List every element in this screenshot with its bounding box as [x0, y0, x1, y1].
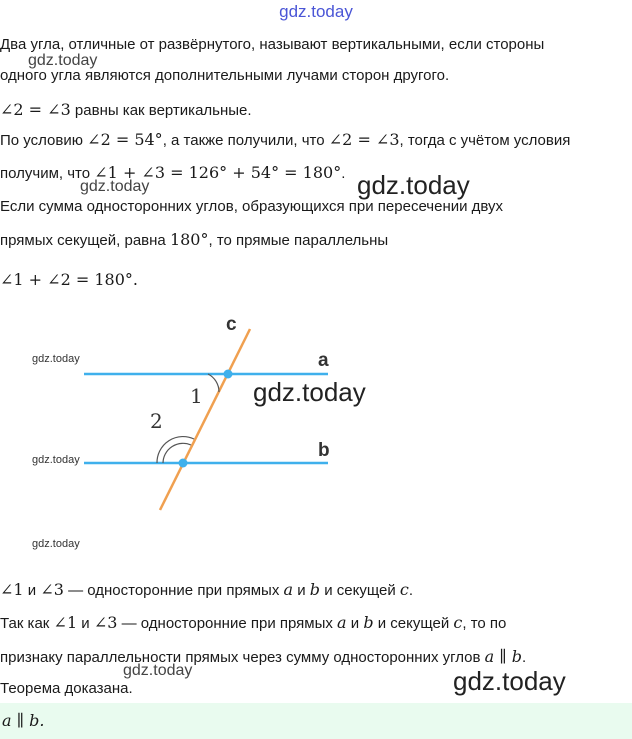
watermark: gdz.today — [357, 170, 470, 200]
text: . — [341, 165, 346, 182]
label-b: b — [318, 440, 330, 461]
text: прямых секущей, равна — [0, 232, 170, 249]
formula: ∠2 = 54° — [87, 130, 163, 149]
watermark: gdz.today — [253, 377, 366, 407]
angle-2-arc-outer — [157, 437, 194, 463]
answer-text: a ∥ b. — [2, 711, 45, 730]
watermark: gdz.today — [80, 178, 150, 195]
text: и секущей — [320, 582, 400, 599]
intersection-point-b — [179, 459, 188, 468]
watermark: gdz.today — [32, 538, 80, 550]
vertical-angles-formula: ∠2 = ∠3 — [0, 100, 71, 119]
text: Так как — [0, 615, 54, 632]
angle-2-arc-inner — [163, 443, 191, 463]
text: и — [77, 615, 94, 632]
watermark: gdz.today — [32, 353, 80, 365]
formula: c — [453, 613, 463, 632]
theorem-proved: Теорема доказана. — [0, 680, 133, 697]
secant-c — [160, 329, 250, 510]
text: . — [522, 649, 527, 666]
formula: ∠3 — [40, 580, 64, 599]
formula: a — [283, 580, 294, 599]
formula: b — [363, 613, 374, 632]
text: , то по — [462, 615, 507, 632]
formula: ∠2 = ∠3 — [328, 130, 400, 149]
definition-line-1: Два угла, отличные от развёрнутого, называют вертикальными, если стороны — [0, 36, 545, 53]
angle-label-1: 1 — [190, 384, 203, 408]
text: . — [408, 582, 414, 599]
intersection-point-a — [224, 370, 233, 379]
formula: ∠3 — [93, 613, 118, 632]
text: По условию — [0, 132, 88, 149]
text: признаку параллельности прямых через сумму односторонних углов — [0, 649, 485, 666]
formula: ∠1 — [0, 580, 24, 599]
definition-line-2: одного угла являются дополнительными лучами сторон другого. — [0, 67, 450, 84]
watermark: gdz.today — [32, 454, 80, 466]
text: и — [293, 582, 310, 599]
text: , а также получили, что — [162, 132, 329, 149]
watermark: gdz.today — [28, 52, 98, 69]
formula: ∠1 — [53, 613, 78, 632]
text: получим, что — [0, 165, 95, 182]
label-c: c — [226, 314, 237, 335]
formula: a — [337, 613, 347, 632]
proof-line-1 — [0, 613, 506, 632]
proof-line-2 — [0, 647, 526, 666]
text: — односторонние при прямых — [63, 582, 284, 599]
text: — односторонние при прямых — [117, 615, 338, 632]
vertical-angles-text: равны как вертикальные. — [70, 102, 252, 119]
conclusion-line — [0, 580, 413, 599]
answer-box — [0, 703, 632, 739]
angle-1-arc — [208, 374, 219, 392]
text: и — [23, 582, 41, 599]
watermark: gdz.today — [123, 662, 193, 679]
theorem-line-1: Если сумма односторонних углов, образующихся при пересечении двух — [0, 198, 504, 215]
formula: b — [309, 580, 321, 599]
watermark-top: gdz.today — [279, 2, 353, 21]
formula: a ∥ b — [484, 647, 523, 666]
formula: 180° — [169, 230, 209, 249]
formula: ∠1 + ∠3 = 126° + 54° = 180° — [94, 163, 342, 182]
watermark: gdz.today — [453, 666, 566, 696]
formula: c — [399, 580, 409, 599]
text: и — [346, 615, 364, 632]
label-a: a — [318, 350, 329, 371]
text: и секущей — [373, 615, 454, 632]
sum-formula: ∠1 + ∠2 = 180°. — [0, 270, 138, 289]
angle-label-2: 2 — [150, 409, 163, 433]
text: , тогда с учётом условия — [399, 132, 571, 149]
text: , то прямые параллельны — [208, 232, 389, 249]
